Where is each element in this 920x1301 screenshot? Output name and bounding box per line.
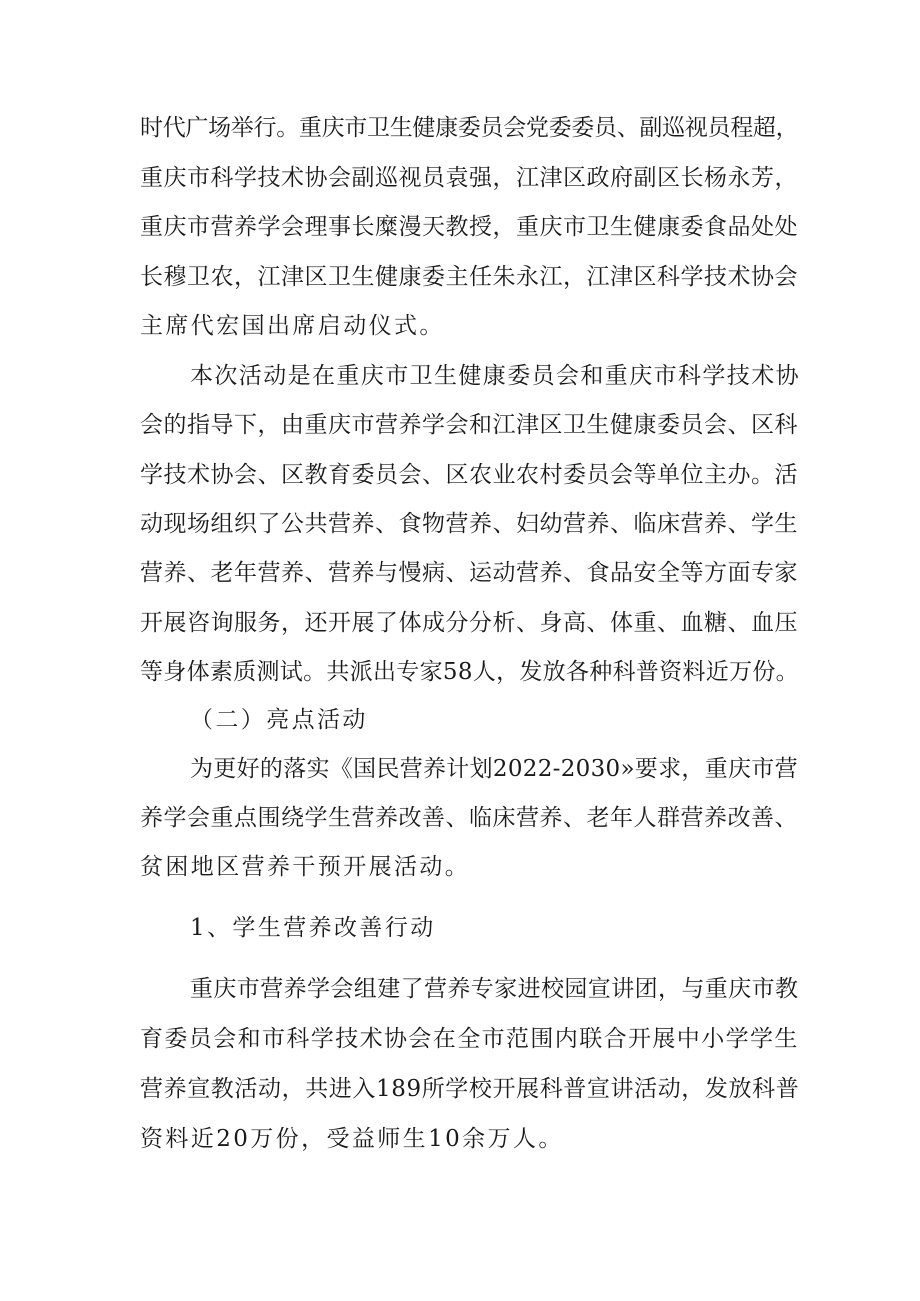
section-heading: （二）亮点活动 [190,707,368,733]
paragraph-3-line-3: 贫困地区营养干预开展活动。 [140,854,471,880]
paragraph-4-line-1: 重庆市营养学会组建了营养专家进校园宣讲团，与重庆市教 [190,976,799,1002]
paragraph-3-line-2: 养学会重点围绕学生营养改善、临床营养、老年人群营养改善、 [140,805,798,831]
paragraph-2-line-5: 营养、老年营养、营养与慢病、运动营养、食品安全等方面专家 [140,560,798,586]
paragraph-2-line-4: 动现场组织了公共营养、食物营养、妇幼营养、临床营养、学生 [140,511,798,537]
paragraph-1-line-5: 主席代宏国出席启动仪式。 [140,313,445,339]
paragraph-2-line-1: 本次活动是在重庆市卫生健康委员会和重庆市科学技术协 [190,363,800,389]
paragraph-1-line-3: 重庆市营养学会理事长糜漫天教授，重庆市卫生健康委食品处处 [140,214,798,240]
paragraph-4-line-3: 营养宣教活动，共进入189所学校开展科普宣讲活动，发放科普 [140,1076,800,1102]
paragraph-4-line-4: 资料近20万份，受益师生10余万人。 [140,1126,564,1152]
paragraph-1-line-2: 重庆市科学技术协会副巡视员袁强，江津区政府副区长杨永芳， [140,165,798,191]
paragraph-2-line-2: 会的指导下，由重庆市营养学会和江津区卫生健康委员会、区科 [140,412,798,438]
paragraph-2-line-6: 开展咨询服务，还开展了体成分分析、身高、体重、血糖、血压 [140,610,798,636]
subheading-student-nutrition: 1、学生营养改善行动 [190,915,436,941]
paragraph-1-line-1: 时代广场举行。重庆市卫生健康委员会党委委员、副巡视员程超， [140,115,799,141]
paragraph-1-line-4: 长穆卫农，江津区卫生健康委主任朱永江，江津区科学技术协会 [140,264,798,290]
paragraph-3-line-1: 为更好的落实《国民营养计划2022-2030»要求，重庆市营 [190,756,798,782]
paragraph-2-line-3: 学技术协会、区教育委员会、区农业农村委员会等单位主办。活 [140,462,798,488]
paragraph-2-line-7: 等身体素质测试。共派出专家58人，发放各种科普资料近万份。 [140,659,799,685]
paragraph-4-line-2: 育委员会和市科学技术协会在全市范围内联合开展中小学学生 [140,1026,799,1052]
